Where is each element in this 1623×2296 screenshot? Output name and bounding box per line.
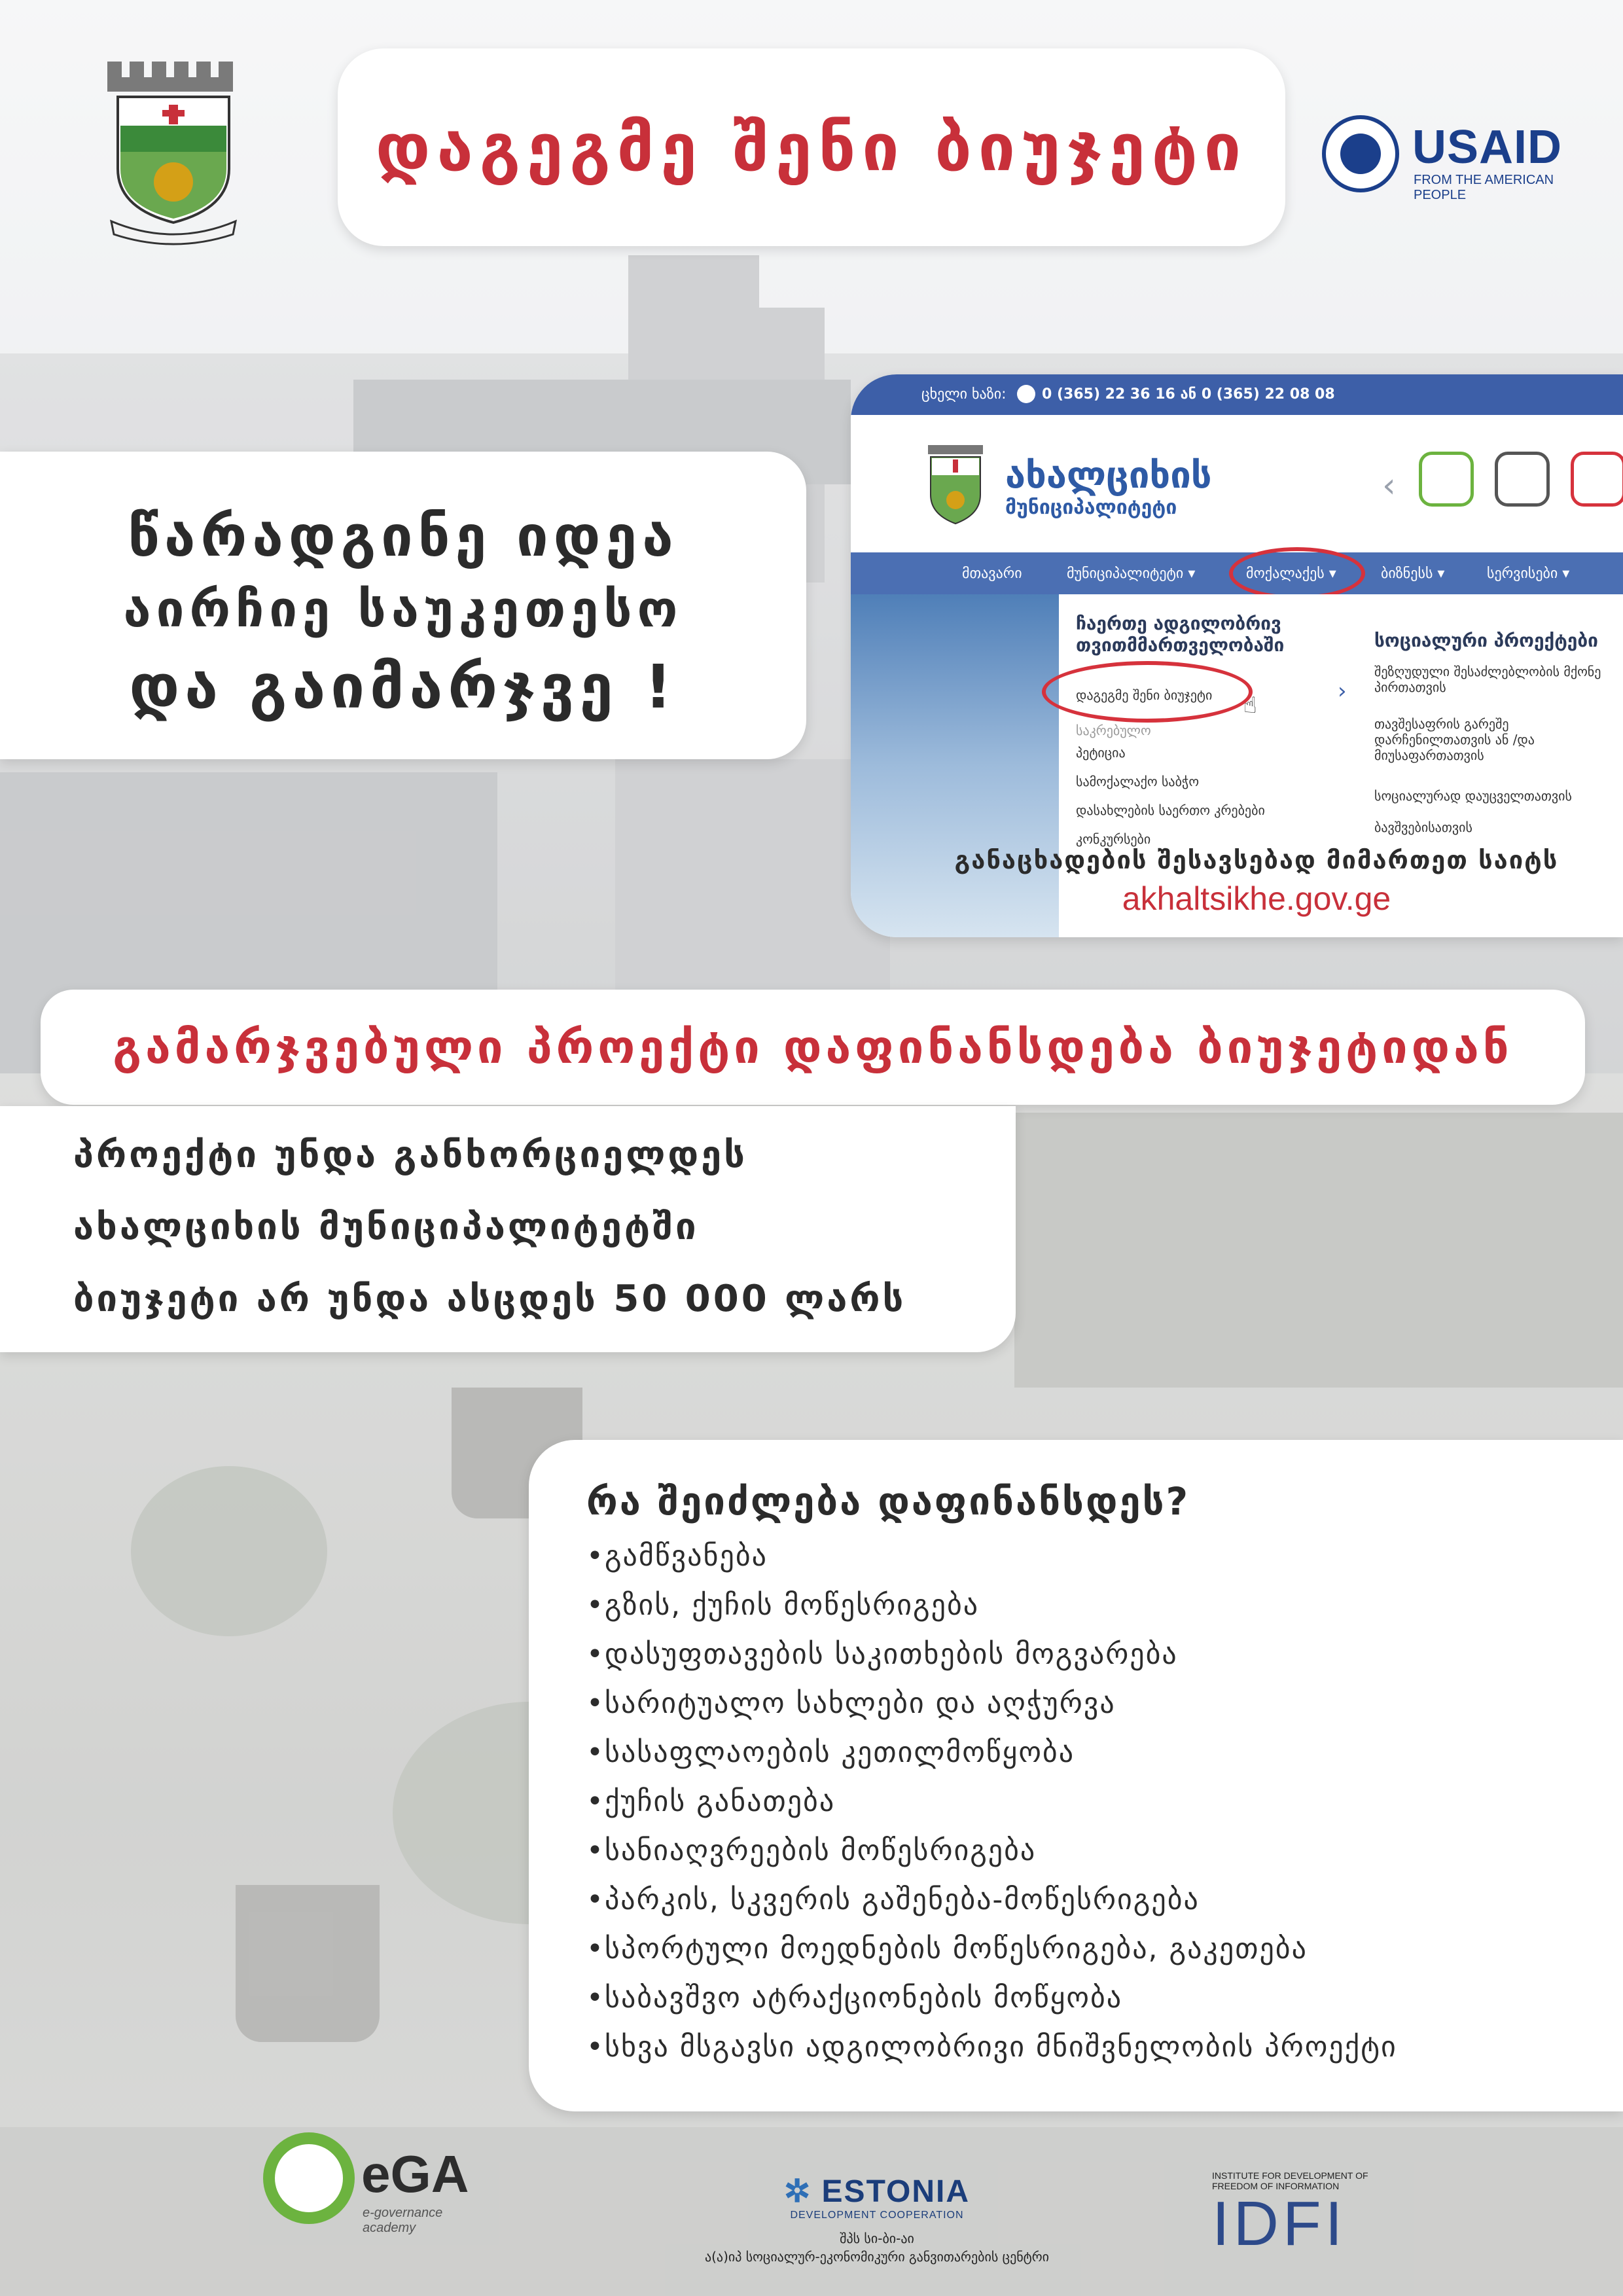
list-item: •სარიტუალო სახლები და აღჭურვა bbox=[586, 1687, 1116, 1720]
usaid-tagline: FROM THE AMERICAN PEOPLE bbox=[1414, 173, 1554, 202]
menu-item-petition-2[interactable]: პეტიცია bbox=[1076, 745, 1126, 761]
idea-line-2: აირჩიე საუკეთესო bbox=[123, 580, 683, 638]
idea-line-3: და გაიმარჯვე ! bbox=[129, 652, 677, 722]
ega-name: eGA bbox=[361, 2145, 469, 2203]
ega-logo bbox=[263, 2132, 479, 2235]
idea-line-1: წარადგინე იდეა bbox=[128, 504, 679, 569]
website-brand-subtitle: მუნიციპალიტეტი bbox=[1005, 496, 1177, 519]
nav-item-citizen[interactable]: მოქალაქეს ▾ bbox=[1246, 565, 1336, 582]
menu-item-petition[interactable]: საკრებულო bbox=[1076, 723, 1151, 738]
winner-banner-text: გამარჯვებული პროექტი დაფინანსდება ბიუჯეტიდან bbox=[113, 1020, 1513, 1074]
idfi-logo bbox=[1212, 2170, 1369, 2269]
menu-item-budget[interactable]: დაგეგმე შენი ბიუჯეტი bbox=[1076, 687, 1213, 703]
nav-item-municipality[interactable]: მუნიციპალიტეტი ▾ bbox=[1067, 565, 1196, 582]
list-item: •სპორტული მოედნების მოწესრიგება, გაკეთება bbox=[586, 1932, 1308, 1965]
funding-heading: რა შეიძლება დაფინანსდეს? bbox=[586, 1479, 1190, 1524]
list-item: •ქუჩის განათება bbox=[586, 1785, 836, 1818]
requirement-line: ახალციხის მუნიციპალიტეტში bbox=[73, 1206, 699, 1248]
chevron-left-icon[interactable]: ‹ bbox=[1382, 466, 1396, 505]
highlight-oval-nav bbox=[1229, 547, 1365, 600]
menu-item-contests[interactable]: კონკურსები bbox=[1076, 831, 1151, 847]
ega-ring-icon bbox=[263, 2132, 355, 2224]
menu-item-homeless[interactable]: თავშესაფრის გარეშე დარჩენილთათვის ან /და მიუსაფართათვის bbox=[1374, 716, 1535, 763]
highlight-oval-menu bbox=[1042, 661, 1253, 723]
usaid-seal-icon bbox=[1322, 115, 1399, 192]
list-item: •საბავშვო ატრაქციონების მოწყობა bbox=[586, 1981, 1123, 2015]
idea-card bbox=[0, 452, 806, 759]
quick-link-extra-icon[interactable] bbox=[1571, 452, 1623, 507]
winner-banner bbox=[41, 990, 1585, 1105]
estonia-star-icon: ✲ bbox=[783, 2174, 812, 2209]
partner-org-1: შპს სი-ბი-აი bbox=[840, 2231, 914, 2246]
nav-item-business[interactable]: ბიზნესს ▾ bbox=[1381, 565, 1445, 582]
menu-item-civil-council[interactable]: სამოქალაქო საბჭო bbox=[1076, 774, 1200, 789]
municipality-crest-icon bbox=[98, 58, 249, 247]
menu-item-disabled[interactable]: შეზღუდული შესაძლებლობის მქონე პირთათვის bbox=[1374, 664, 1601, 695]
usaid-name: USAID bbox=[1412, 121, 1563, 173]
website-crest-icon bbox=[923, 442, 988, 529]
requirement-line: ბიუჯეტი არ უნდა ასცდეს 50 000 ლარს bbox=[73, 1278, 906, 1320]
idfi-subtitle: INSTITUTE FOR DEVELOPMENT OF FREEDOM OF INFORMATION bbox=[1212, 2170, 1368, 2191]
estonia-subtitle: DEVELOPMENT COOPERATION bbox=[790, 2210, 964, 2221]
list-item: •პარკის, სკვერის გაშენება-მოწესრიგება bbox=[586, 1883, 1200, 1916]
menu-item-assemblies[interactable]: დასახლების საერთო კრებები bbox=[1076, 802, 1265, 818]
nav-item-services[interactable]: სერვისები ▾ bbox=[1487, 565, 1570, 582]
chevron-right-icon[interactable]: › bbox=[1338, 678, 1347, 704]
cursor-hand-icon: ☝ bbox=[1243, 692, 1257, 719]
phone-icon bbox=[1017, 385, 1035, 403]
website-topbar bbox=[851, 374, 1623, 415]
estonia-name: ✲ ESTONIA bbox=[783, 2174, 971, 2209]
menu-heading-right: სოციალური პროექტები bbox=[1374, 630, 1598, 651]
menu-heading-left: ჩაერთე ადგილობრივ თვითმმართველობაში bbox=[1076, 613, 1285, 656]
idfi-name: IDFI bbox=[1212, 2189, 1347, 2259]
ega-subtitle: e-governance academy bbox=[363, 2206, 443, 2235]
usaid-logo bbox=[1322, 115, 1597, 202]
estonia-logo bbox=[694, 2173, 1060, 2284]
list-item: •სასაფლაოების კეთილმოწყობა bbox=[586, 1736, 1075, 1769]
page-title: დაგეგმე შენი ბიუჯეტი bbox=[375, 109, 1248, 186]
hotline-numbers: 0 (365) 22 36 16 ან 0 (365) 22 08 08 bbox=[1042, 386, 1335, 403]
website-url-link[interactable]: akhaltsikhe.gov.ge bbox=[1122, 880, 1391, 917]
nav-item-home[interactable]: მთავარი bbox=[962, 565, 1022, 582]
website-note bbox=[890, 846, 1623, 918]
requirements-card bbox=[0, 1106, 1016, 1352]
title-card bbox=[338, 48, 1285, 246]
funding-list-card bbox=[529, 1440, 1623, 2111]
quick-link-pen-icon[interactable] bbox=[1419, 452, 1474, 507]
list-item: •გამწვანება bbox=[586, 1539, 768, 1573]
partner-org-2: ა(ა)იპ სოციალურ-ეკონომიკური განვითარების ცენტრი bbox=[704, 2249, 1050, 2265]
list-item: •გზის, ქუჩის მოწესრიგება bbox=[586, 1588, 980, 1622]
hotline-label: ცხელი ხაზი: bbox=[921, 386, 1007, 403]
list-item: •სანიაღვრეების მოწესრიგება bbox=[586, 1834, 1037, 1867]
website-brand-name: ახალციხის bbox=[1005, 454, 1212, 497]
website-screenshot bbox=[851, 374, 1623, 937]
website-note-text: განაცხადების შესავსებად მიმართეთ საიტს bbox=[954, 846, 1559, 874]
list-item: •სხვა მსგავსი ადგილობრივი მნიშვნელობის პროექტი bbox=[586, 2030, 1397, 2064]
list-item: •დასუფთავების საკითხების მოგვარება bbox=[586, 1638, 1178, 1671]
menu-item-vulnerable[interactable]: სოციალურად დაუცველთათვის bbox=[1374, 788, 1572, 804]
menu-item-children[interactable]: ბავშვებისათვის bbox=[1374, 819, 1472, 835]
quick-link-box-icon[interactable] bbox=[1495, 452, 1550, 507]
requirement-line: პროექტი უნდა განხორციელდეს bbox=[73, 1134, 747, 1176]
